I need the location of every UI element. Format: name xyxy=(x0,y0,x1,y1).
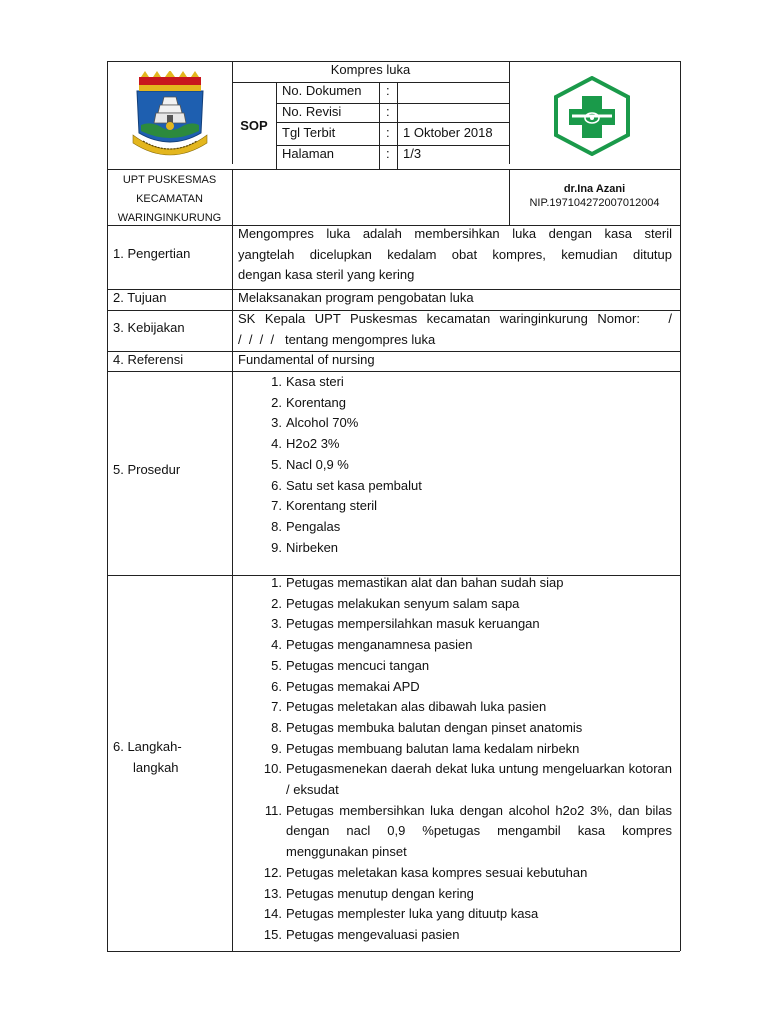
table-border-right xyxy=(680,61,681,951)
meta-label: No. Revisi xyxy=(282,104,342,119)
list-item-text: Petugas melakukan senyum salam sapa xyxy=(286,595,520,611)
institution-line: UPT PUSKESMAS xyxy=(122,174,217,186)
text-line: SK Kepala UPT Puskesmas kecamatan waringinkurung Nomor: / xyxy=(238,311,672,326)
meta-label: Tgl Terbit xyxy=(282,125,336,140)
list-item-text: Petugas membuang balutan lama kedalam nirbekn xyxy=(286,740,580,756)
divider xyxy=(397,82,398,169)
list-item-text: Korentang steril xyxy=(286,498,378,514)
divider xyxy=(232,169,233,225)
list-item xyxy=(238,614,672,635)
table-border-bottom xyxy=(107,951,680,952)
section-text-tujuan: Melaksanakan program pengobatan luka xyxy=(238,290,474,305)
signer-nip: NIP.197104272007012004 xyxy=(529,197,660,209)
list-item xyxy=(238,413,672,434)
list-item xyxy=(238,434,672,455)
list-item-number: 3. xyxy=(271,616,282,632)
list-item-text: Nirbeken xyxy=(286,539,339,555)
list-item xyxy=(238,656,672,677)
section-label-langkah: 6. Langkah- xyxy=(113,739,182,754)
list-item-text: Nacl 0,9 % xyxy=(286,456,349,472)
list-item xyxy=(238,455,672,476)
section-label-pengertian: 1. Pengertian xyxy=(113,246,191,261)
regency-logo xyxy=(131,71,209,159)
section-label-langkah-cont: langkah xyxy=(133,760,179,775)
list-item-number: 1. xyxy=(271,575,282,590)
puskesmas-cross-icon xyxy=(553,76,631,156)
signer-name: dr.Ina Azani xyxy=(563,183,626,195)
section-label-referensi: 4. Referensi xyxy=(113,352,184,367)
text-line: / / / / tentang mengompres luka xyxy=(238,331,436,347)
meta-value: 1 Oktober 2018 xyxy=(403,125,493,140)
list-item-number: 6. xyxy=(271,678,282,694)
list-item-number: 14. xyxy=(263,906,282,922)
list-item xyxy=(238,677,672,698)
list-item-text: Petugas mempersilahkan masuk keruangan xyxy=(286,616,540,632)
text-line: Mengompres luka adalah membersihkan luka dengan kasa steril xyxy=(238,226,672,241)
prosedur-list xyxy=(238,372,672,558)
list-item-number: 4. xyxy=(271,637,282,653)
list-item-number: 2. xyxy=(271,595,282,611)
text-line: yangtelah dicelupkan kedalam obat kompres, kemudian ditutup xyxy=(238,246,672,262)
list-item xyxy=(238,635,672,656)
list-item xyxy=(238,476,672,497)
list-item xyxy=(238,697,672,718)
divider xyxy=(276,82,277,169)
list-item-text: Petugas mengevaluasi pasien xyxy=(286,926,460,942)
meta-value: 1/3 xyxy=(403,146,422,161)
section-label-tujuan: 2. Tujuan xyxy=(113,290,167,305)
list-item-text: Petugas memakai APD xyxy=(286,678,420,694)
divider xyxy=(232,225,233,951)
list-item xyxy=(238,594,672,615)
list-item-text: Satu set kasa pembalut xyxy=(286,477,422,493)
list-item-text: Kasa steri xyxy=(286,374,344,389)
section-text-pengertian xyxy=(238,224,672,286)
list-item xyxy=(238,573,672,594)
list-item-number: 8. xyxy=(271,518,282,534)
list-item-number: 15. xyxy=(263,926,282,942)
list-item xyxy=(238,863,672,884)
meta-sep: : xyxy=(386,146,390,161)
puskesmas-emblem xyxy=(553,76,631,156)
list-item xyxy=(238,718,672,739)
list-item-text: Petugas memastikan alat dan bahan sudah siap xyxy=(286,575,564,590)
list-item-number: 10. xyxy=(263,761,282,777)
list-item-text: Petugas mencuci tangan xyxy=(286,657,430,673)
list-item-text: Petugas menutup dengan kering xyxy=(286,885,474,901)
divider xyxy=(379,82,380,169)
list-item-text: Petugas memplester luka yang dituutp kasa xyxy=(286,906,539,922)
list-item-number: 13. xyxy=(263,885,282,901)
list-item-number: 5. xyxy=(271,657,282,673)
list-item-text: H2o2 3% xyxy=(286,436,340,452)
document-title: Kompres luka xyxy=(330,62,411,77)
list-item-number: 3. xyxy=(271,415,282,431)
institution-line: KECAMATAN xyxy=(136,193,203,205)
section-text-kebijakan xyxy=(238,309,672,350)
langkah-list xyxy=(238,573,672,946)
list-item xyxy=(238,801,672,863)
list-item-number: 1. xyxy=(271,374,282,389)
list-item xyxy=(238,759,672,800)
list-item xyxy=(238,538,672,559)
divider xyxy=(509,61,510,164)
sop-label: SOP xyxy=(240,118,268,133)
meta-label: Halaman xyxy=(282,146,335,161)
list-item-text: Petugas meletakan kasa kompres sesuai kebutuhan xyxy=(286,864,588,880)
list-item-number: 7. xyxy=(271,699,282,715)
institution-line: WARINGINKURUNG xyxy=(117,212,222,224)
list-item-number: 7. xyxy=(271,498,282,514)
list-item-number: 6. xyxy=(271,477,282,493)
list-item xyxy=(238,904,672,925)
section-text-referensi: Fundamental of nursing xyxy=(238,352,375,367)
list-item xyxy=(238,925,672,946)
list-item-number: 4. xyxy=(271,436,282,452)
list-item-text: Korentang xyxy=(286,394,346,410)
list-item xyxy=(238,884,672,905)
list-item-number: 9. xyxy=(271,539,282,555)
list-item-text: Petugas menganamnesa pasien xyxy=(286,637,473,653)
list-item-text: Alcohol 70% xyxy=(286,415,359,431)
sop-document xyxy=(107,61,680,951)
list-item-text: Petugas membuka balutan dengan pinset anatomis xyxy=(286,719,583,735)
list-item xyxy=(238,393,672,414)
section-label-prosedur: 5. Prosedur xyxy=(113,462,181,477)
section-label-kebijakan: 3. Kebijakan xyxy=(113,320,185,335)
meta-sep: : xyxy=(386,83,390,98)
meta-sep: : xyxy=(386,125,390,140)
divider xyxy=(107,351,680,352)
list-item-text: Petugas membersihkan luka dengan alcohol h2o2 3%, dan bilas dengan nacl 0,9 %petugas mengambil kasa kompres menggunakan pinset xyxy=(286,802,672,860)
institution-block xyxy=(107,169,232,225)
list-item-number: 2. xyxy=(271,394,282,410)
list-item-text: Petugasmenekan daerah dekat luka untung mengeluarkan kotoran / eksudat xyxy=(286,761,672,798)
text-line: dengan kasa steril yang kering xyxy=(238,267,415,283)
list-item xyxy=(238,372,672,393)
list-item-number: 9. xyxy=(271,740,282,756)
list-item-number: 12. xyxy=(263,864,282,880)
meta-label: No. Dokumen xyxy=(282,83,362,98)
signer-block xyxy=(509,182,680,210)
list-item-number: 5. xyxy=(271,456,282,472)
list-item xyxy=(238,739,672,760)
list-item xyxy=(238,517,672,538)
list-item-number: 8. xyxy=(271,719,282,735)
list-item-number: 11. xyxy=(264,802,282,818)
list-item-text: Pengalas xyxy=(286,518,341,534)
meta-sep: : xyxy=(386,104,390,119)
regency-logo-icon xyxy=(131,71,209,159)
list-item-text: Petugas meletakan alas dibawah luka pasien xyxy=(286,699,547,715)
list-item xyxy=(238,496,672,517)
